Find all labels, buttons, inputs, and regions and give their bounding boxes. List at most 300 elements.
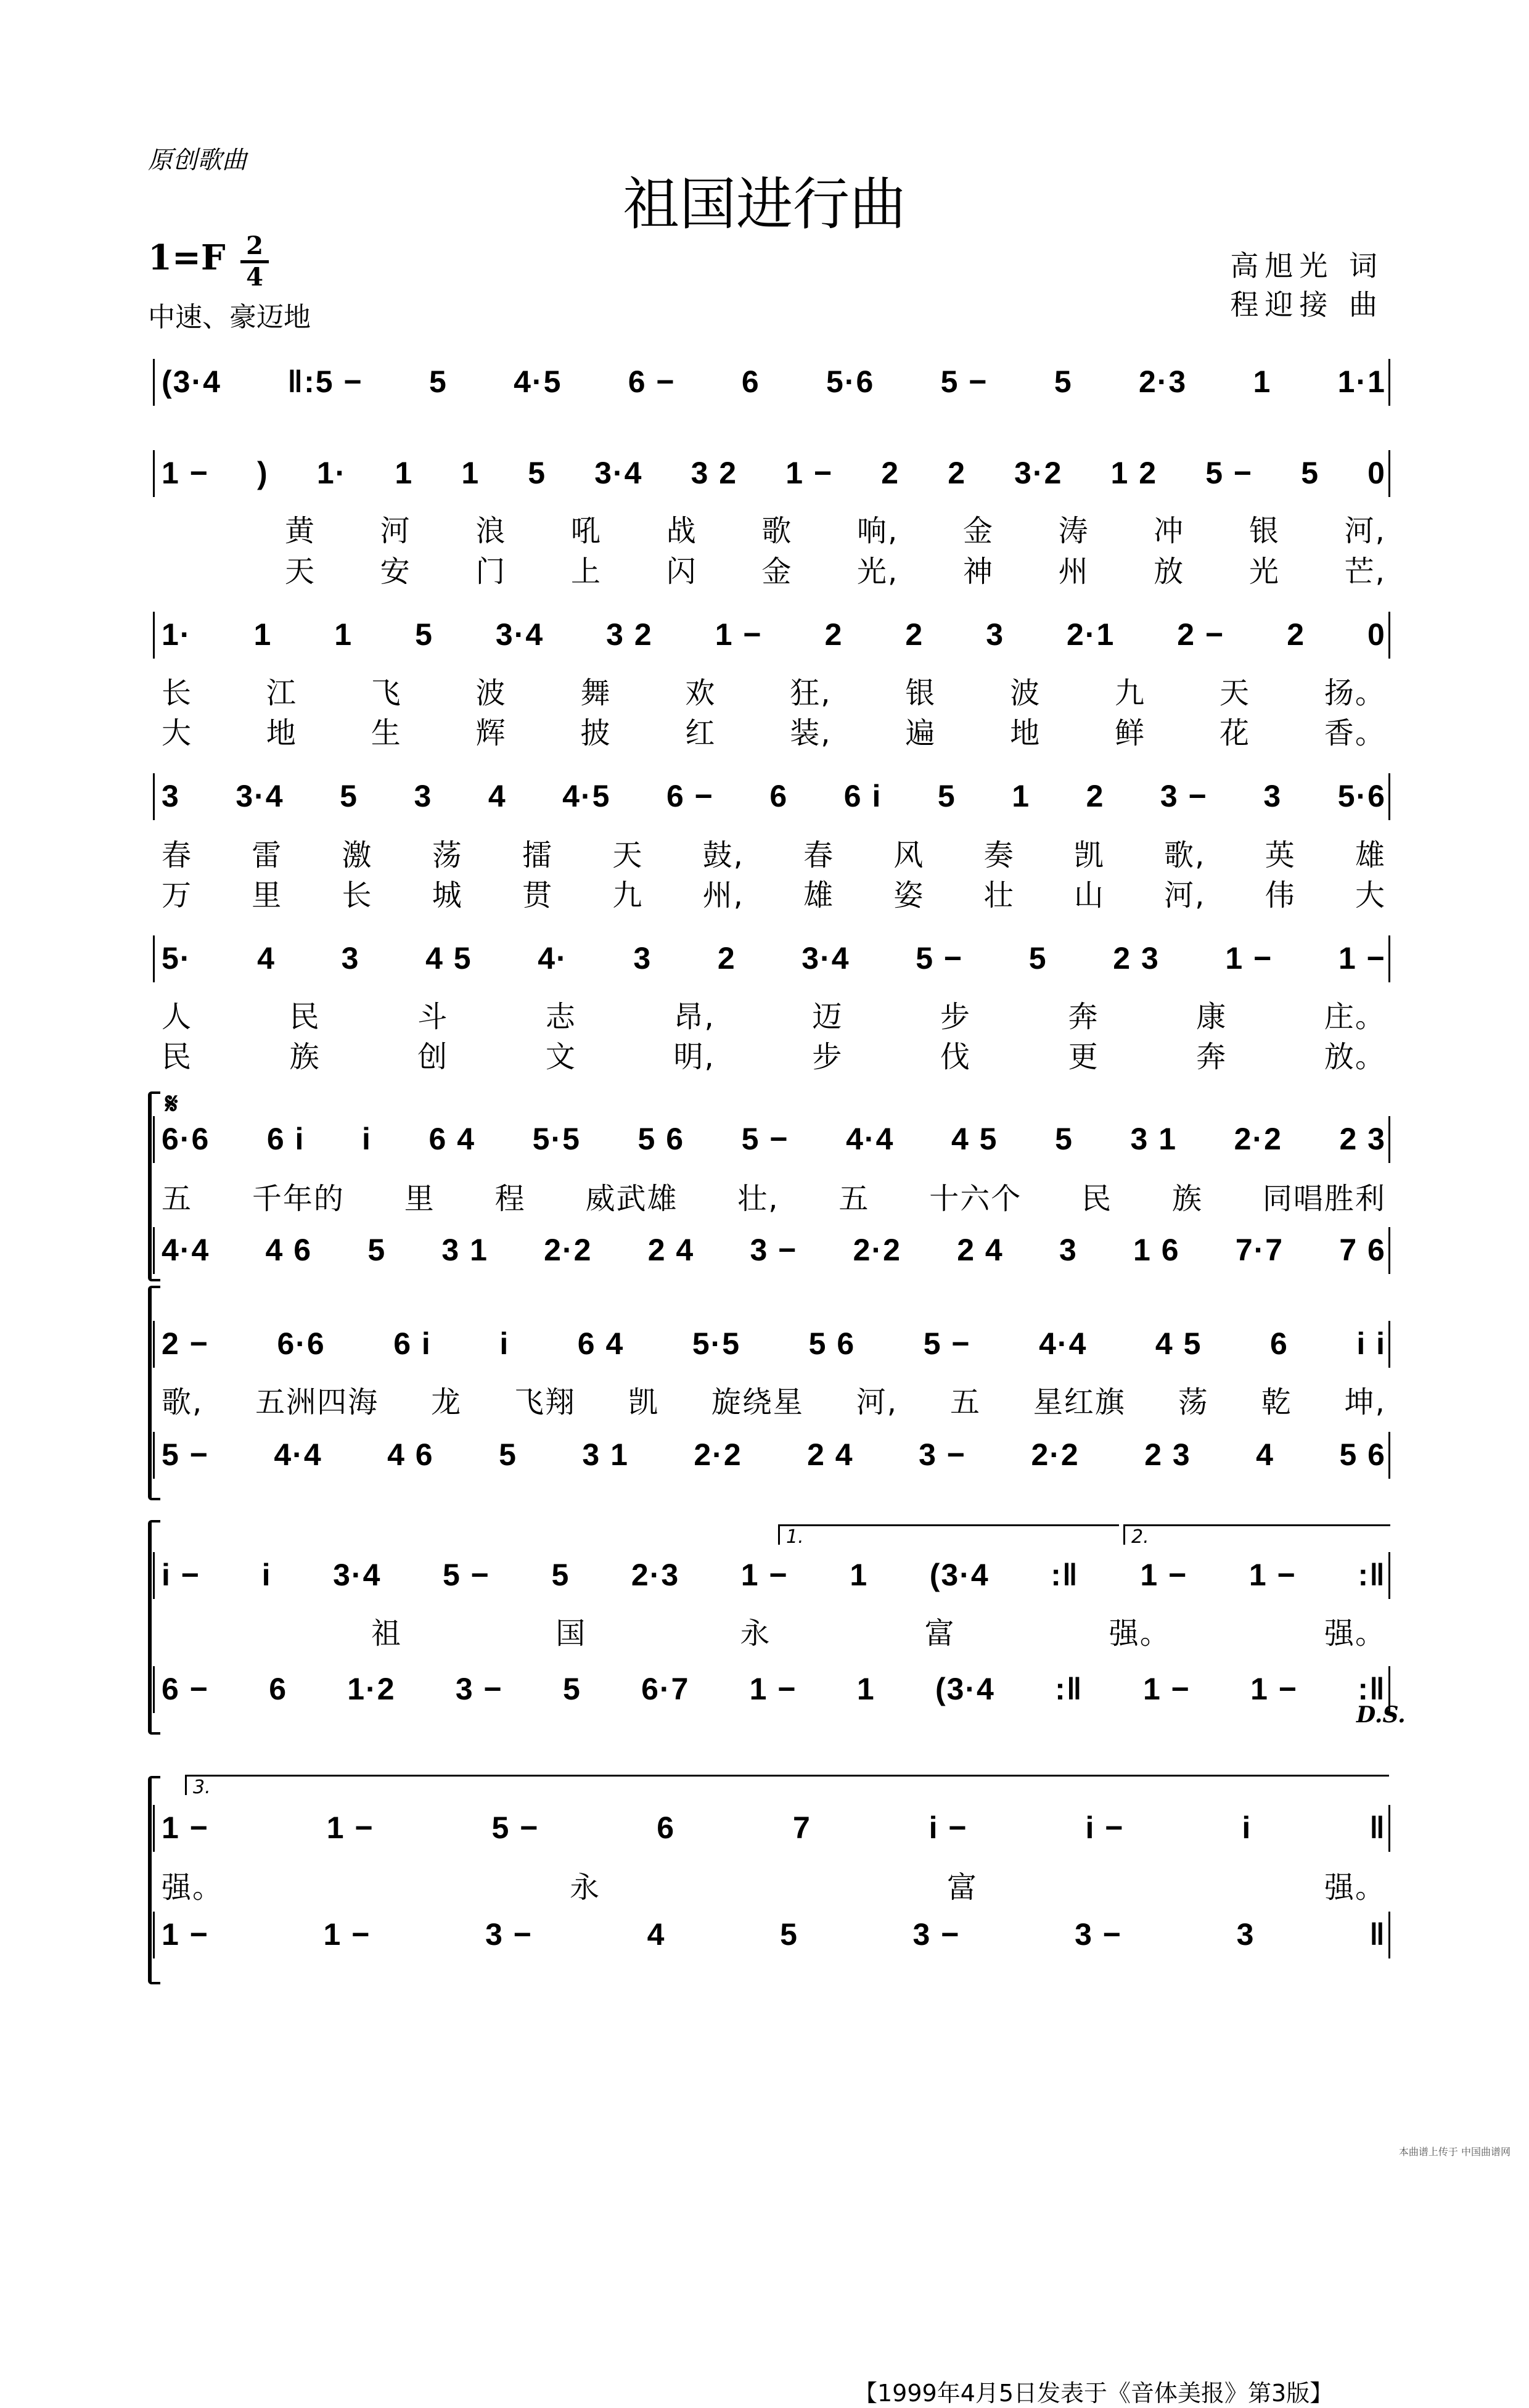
note-group: 1 − bbox=[1140, 1558, 1188, 1592]
note-group: 4·5 bbox=[514, 364, 562, 399]
note-group: 2 bbox=[948, 456, 967, 490]
lyric-syllable: 响, bbox=[857, 514, 899, 548]
note-group: 3 bbox=[1236, 1917, 1255, 1952]
note-group: 2 4 bbox=[807, 1437, 854, 1472]
note-group: 4 bbox=[1256, 1437, 1274, 1472]
note-group: 6 bbox=[657, 1810, 676, 1845]
note-group: 5 bbox=[367, 1233, 387, 1267]
lyric-syllable: 富 bbox=[924, 1616, 956, 1651]
note-group: 5 − bbox=[916, 941, 964, 976]
lyric-syllable: 歌, bbox=[162, 1385, 203, 1420]
note-group: 2 bbox=[1287, 617, 1306, 652]
note-group: 5 − bbox=[442, 1558, 490, 1592]
score-line-7-upper bbox=[162, 1326, 1386, 1362]
note-group: 1 − bbox=[715, 617, 763, 652]
note-group: 2 bbox=[824, 617, 843, 652]
lyric-syllable: 安 bbox=[380, 554, 411, 589]
note-group: 5 − bbox=[940, 364, 988, 399]
note-group: 4·4 bbox=[846, 1122, 895, 1156]
note-group: (3·4 bbox=[929, 1558, 990, 1592]
note-group: 6 4 bbox=[577, 1326, 625, 1361]
note-group: i bbox=[1242, 1810, 1252, 1845]
lyric-syllable: 乾 bbox=[1261, 1385, 1292, 1420]
lyric-syllable: 遍 bbox=[905, 716, 937, 750]
lyric-syllable: 披 bbox=[580, 716, 612, 750]
score-line-6-upper bbox=[162, 1121, 1386, 1157]
lyric-syllable: 永 bbox=[740, 1616, 771, 1651]
lyric-syllable: 五洲四海 bbox=[255, 1385, 379, 1420]
note-group: 7 bbox=[792, 1810, 811, 1845]
lyric-syllable: 江 bbox=[266, 676, 297, 710]
note-group: 1 − bbox=[162, 456, 209, 490]
note-group: 3·4 bbox=[236, 779, 284, 813]
note-group: 3 bbox=[1059, 1233, 1078, 1267]
lyric-syllable: 明, bbox=[673, 1040, 715, 1074]
lyric-syllable: 昂, bbox=[673, 1000, 715, 1034]
lyricist-credit: 高旭光 词 bbox=[1230, 249, 1383, 282]
note-group: 1 bbox=[395, 456, 414, 490]
note-group: 6·6 bbox=[277, 1326, 326, 1361]
note-group: 2 − bbox=[1177, 617, 1225, 652]
barline bbox=[1388, 1116, 1390, 1163]
note-group: ‖ bbox=[1369, 1917, 1386, 1952]
lyric-syllable: 地 bbox=[1010, 716, 1041, 750]
lyric-syllable: 狂, bbox=[790, 676, 832, 710]
note-group: 6 bbox=[741, 364, 760, 399]
lyric-syllable: 城 bbox=[432, 878, 463, 913]
note-group: 2 3 bbox=[1113, 941, 1160, 976]
lyric-line-7 bbox=[162, 1378, 1386, 1421]
volta-third-ending: 3. bbox=[185, 1775, 1389, 1795]
lyric-line-8 bbox=[371, 1609, 1386, 1652]
lyric-syllable: 五 bbox=[838, 1181, 870, 1216]
note-group: 1·2 bbox=[347, 1672, 396, 1706]
note-group: 5 bbox=[551, 1558, 570, 1592]
lyric-syllable: 天 bbox=[285, 554, 316, 589]
note-group: 4 bbox=[647, 1917, 666, 1952]
note-group: 4 6 bbox=[387, 1437, 434, 1472]
lyric-syllable: 祖 bbox=[371, 1616, 403, 1651]
note-group: 3 − bbox=[455, 1672, 503, 1706]
lyric-syllable: 雄 bbox=[1355, 838, 1386, 873]
note-group: 6 bbox=[769, 779, 789, 813]
lyric-syllable: 雄 bbox=[803, 878, 835, 913]
note-group: 3 2 bbox=[606, 617, 653, 652]
lyric-syllable: 程 bbox=[494, 1181, 526, 1216]
system-brace-3 bbox=[148, 1520, 160, 1735]
lyric-syllable: 大 bbox=[162, 716, 193, 750]
score-line-9-upper bbox=[162, 1810, 1386, 1846]
original-song-label: 原创歌曲 bbox=[148, 146, 247, 175]
meter-top: 2 bbox=[246, 231, 263, 260]
note-group: 5·6 bbox=[826, 364, 875, 399]
note-group: 3 bbox=[162, 779, 180, 813]
note-group: 4· bbox=[538, 941, 568, 976]
lyric-syllable: 扬。 bbox=[1324, 676, 1386, 710]
note-group: 3 bbox=[986, 617, 1005, 652]
note-group: 1· bbox=[316, 456, 347, 490]
note-group: 7 6 bbox=[1339, 1233, 1386, 1267]
note-group: :‖ bbox=[1358, 1672, 1386, 1706]
lyric-syllable: 河 bbox=[380, 514, 411, 548]
lyric-syllable: 涛 bbox=[1058, 514, 1089, 548]
lyric-syllable: 州, bbox=[702, 878, 744, 913]
lyric-syllable: 浪 bbox=[475, 514, 507, 548]
note-group: 2·2 bbox=[544, 1233, 592, 1267]
volta-first-ending: 1. bbox=[778, 1524, 1119, 1545]
lyric-line-5a bbox=[162, 993, 1386, 1035]
note-group: 1 bbox=[253, 617, 273, 652]
note-group: 2 3 bbox=[1339, 1122, 1386, 1156]
barline bbox=[1388, 1912, 1390, 1958]
note-group: 0 bbox=[1367, 617, 1386, 652]
note-group: 1 bbox=[850, 1558, 869, 1592]
note-group: 1 − bbox=[1248, 1558, 1297, 1592]
dal-segno-mark: D.S. bbox=[1356, 1702, 1406, 1728]
lyric-syllable: 山 bbox=[1073, 878, 1105, 913]
note-group: 5· bbox=[162, 941, 192, 976]
note-group: 1 bbox=[461, 456, 480, 490]
note-group: 1 − bbox=[1338, 941, 1386, 976]
lyric-syllable: 欢 bbox=[685, 676, 716, 710]
note-group: 5 bbox=[937, 779, 956, 813]
lyric-syllable: 庄。 bbox=[1324, 1000, 1386, 1034]
lyric-syllable: 贯 bbox=[522, 878, 554, 913]
lyric-line-9 bbox=[162, 1864, 1386, 1906]
lyric-syllable: 州 bbox=[1058, 554, 1089, 589]
note-group: 2 bbox=[1086, 779, 1105, 813]
score-line-8-lower bbox=[162, 1671, 1386, 1707]
system-brace-4 bbox=[148, 1776, 160, 1984]
publication-note: 【1999年4月5日发表于《音体美报》第3版】 bbox=[854, 2380, 1334, 2407]
score-line-6-lower bbox=[162, 1232, 1386, 1268]
time-signature bbox=[240, 233, 269, 290]
lyric-syllable: 红 bbox=[685, 716, 716, 750]
lyric-syllable: 河, bbox=[856, 1385, 898, 1420]
note-group: i i bbox=[1356, 1326, 1386, 1361]
note-group: 5 − bbox=[491, 1810, 539, 1845]
note-group: 1 2 bbox=[1110, 456, 1158, 490]
lyric-syllable: 壮, bbox=[737, 1181, 779, 1216]
note-group: 4·5 bbox=[562, 779, 611, 813]
note-group: 6 i bbox=[843, 779, 882, 813]
note-group: 4·4 bbox=[162, 1233, 210, 1267]
note-group: (3·4 bbox=[935, 1672, 995, 1706]
note-group: 2 bbox=[717, 941, 736, 976]
note-group: 3·4 bbox=[594, 456, 643, 490]
note-group: 3 − bbox=[919, 1437, 966, 1472]
lyric-syllable: 地 bbox=[266, 716, 297, 750]
note-group: 7·7 bbox=[1235, 1233, 1284, 1267]
score-line-1 bbox=[162, 364, 1386, 400]
barline bbox=[1388, 1321, 1390, 1368]
note-group: 2 − bbox=[162, 1326, 209, 1361]
score-line-7-lower bbox=[162, 1437, 1386, 1473]
lyric-syllable: 春 bbox=[803, 838, 835, 873]
note-group: 3 bbox=[1263, 779, 1282, 813]
note-group: (3·4 bbox=[162, 364, 221, 399]
lyric-syllable: 吼 bbox=[571, 514, 602, 548]
barline bbox=[153, 773, 155, 820]
note-group: 3 2 bbox=[691, 456, 738, 490]
barline bbox=[153, 935, 155, 982]
lyric-syllable: 风 bbox=[893, 838, 925, 873]
lyric-syllable: 激 bbox=[342, 838, 373, 873]
system-brace-1 bbox=[148, 1091, 160, 1281]
lyric-syllable: 鲜 bbox=[1115, 716, 1146, 750]
note-group: 2 4 bbox=[957, 1233, 1004, 1267]
lyric-syllable: 放 bbox=[1154, 554, 1185, 589]
note-group: 5 − bbox=[1205, 456, 1253, 490]
lyric-syllable: 九 bbox=[612, 878, 644, 913]
note-group: 6 i bbox=[393, 1326, 432, 1361]
score-line-9-lower bbox=[162, 1917, 1386, 1952]
lyric-syllable: 河, bbox=[1344, 514, 1386, 548]
note-group: ‖:5 − bbox=[287, 364, 363, 399]
lyric-line-6 bbox=[162, 1175, 1386, 1217]
composer-credit: 程迎接 曲 bbox=[1230, 288, 1383, 321]
score-line-4 bbox=[162, 778, 1386, 814]
note-group: 5 − bbox=[923, 1326, 971, 1361]
note-group: 5 bbox=[1028, 941, 1047, 976]
lyric-syllable: 放。 bbox=[1324, 1040, 1386, 1074]
lyric-syllable: 荡 bbox=[432, 838, 463, 873]
lyric-syllable: 河, bbox=[1164, 878, 1206, 913]
note-group: 1 − bbox=[323, 1917, 371, 1952]
lyric-syllable: 长 bbox=[162, 676, 193, 710]
lyric-syllable: 民 bbox=[162, 1040, 193, 1074]
note-group: 6 4 bbox=[428, 1122, 476, 1156]
note-group: 6 bbox=[1269, 1326, 1289, 1361]
lyric-syllable: 芒, bbox=[1344, 554, 1386, 589]
lyric-syllable: 辉 bbox=[475, 716, 507, 750]
lyric-syllable: 龙 bbox=[431, 1385, 462, 1420]
note-group: 6 − bbox=[628, 364, 676, 399]
lyric-syllable: 壮 bbox=[983, 878, 1015, 913]
lyric-syllable: 金 bbox=[761, 554, 793, 589]
barline bbox=[1388, 1432, 1390, 1479]
note-group: 6 i bbox=[266, 1122, 305, 1156]
note-group: 1 − bbox=[1225, 941, 1273, 976]
note-group: 1 bbox=[334, 617, 353, 652]
note-group: 5 bbox=[499, 1437, 517, 1472]
lyric-syllable: 冲 bbox=[1154, 514, 1185, 548]
lyric-syllable: 民 bbox=[289, 1000, 321, 1034]
lyric-syllable: 文 bbox=[545, 1040, 576, 1074]
note-group: 2·2 bbox=[1234, 1122, 1282, 1156]
note-group: 6 − bbox=[162, 1672, 209, 1706]
lyric-syllable: 春 bbox=[162, 838, 193, 873]
segno-sign: 𝄋 bbox=[165, 1087, 178, 1121]
note-group: 1· bbox=[162, 617, 192, 652]
lyric-syllable: 强。 bbox=[162, 1870, 224, 1905]
note-group: 2·2 bbox=[694, 1437, 742, 1472]
lyric-line-5b bbox=[162, 1033, 1386, 1075]
score-line-5 bbox=[162, 940, 1386, 976]
volta-second-ending: 2. bbox=[1123, 1524, 1390, 1545]
lyric-syllable: 歌 bbox=[761, 514, 793, 548]
note-group: 0 bbox=[1367, 456, 1386, 490]
note-group: 4 6 bbox=[265, 1233, 313, 1267]
lyric-syllable: 民 bbox=[1081, 1181, 1113, 1216]
barline bbox=[1388, 359, 1390, 406]
lyric-syllable: 波 bbox=[475, 676, 507, 710]
note-group: 5·5 bbox=[692, 1326, 741, 1361]
note-group: 5 bbox=[428, 364, 448, 399]
note-group: i bbox=[499, 1326, 510, 1361]
meter-bottom: 4 bbox=[246, 263, 263, 292]
lyric-syllable: 创 bbox=[417, 1040, 449, 1074]
site-credit: 本曲谱上传于 中国曲谱网 bbox=[1398, 2146, 1511, 2158]
lyric-syllable: 步 bbox=[940, 1000, 972, 1034]
note-group: 2·2 bbox=[853, 1233, 901, 1267]
note-group: 4·4 bbox=[1039, 1326, 1088, 1361]
note-group: 3 1 bbox=[582, 1437, 629, 1472]
note-group: :‖ bbox=[1358, 1558, 1386, 1592]
note-group: 2 4 bbox=[647, 1233, 695, 1267]
note-group: 2 bbox=[881, 456, 900, 490]
lyric-syllable: 上 bbox=[571, 554, 602, 589]
lyric-syllable: 康 bbox=[1196, 1000, 1228, 1034]
note-group: 2·3 bbox=[1138, 364, 1187, 399]
lyric-syllable: 奔 bbox=[1196, 1040, 1228, 1074]
lyric-syllable: 银 bbox=[905, 676, 937, 710]
score-line-8-upper bbox=[162, 1557, 1386, 1593]
lyric-syllable: 天 bbox=[1220, 676, 1251, 710]
lyric-syllable: 九 bbox=[1115, 676, 1146, 710]
lyric-syllable: 战 bbox=[666, 514, 697, 548]
note-group: i bbox=[362, 1122, 372, 1156]
note-group: 3 1 bbox=[1130, 1122, 1178, 1156]
lyric-syllable: 姿 bbox=[893, 878, 925, 913]
note-group: 3 − bbox=[912, 1917, 961, 1952]
lyric-syllable: 伐 bbox=[940, 1040, 972, 1074]
lyric-syllable: 光 bbox=[1248, 554, 1280, 589]
note-group: ) bbox=[257, 456, 269, 490]
lyric-syllable: 族 bbox=[289, 1040, 321, 1074]
note-group: 5 bbox=[1301, 456, 1320, 490]
lyric-syllable: 天 bbox=[612, 838, 644, 873]
barline bbox=[1388, 450, 1390, 497]
note-group: 4 bbox=[488, 779, 507, 813]
note-group: 2 bbox=[905, 617, 924, 652]
lyric-syllable: 伟 bbox=[1265, 878, 1296, 913]
lyric-syllable: 银 bbox=[1248, 514, 1280, 548]
note-group: 4 5 bbox=[425, 941, 472, 976]
note-group: i − bbox=[162, 1558, 200, 1592]
key-signature: 1=F bbox=[148, 237, 226, 278]
lyric-syllable: 威武雄 bbox=[585, 1181, 678, 1216]
note-group: 3 bbox=[633, 941, 652, 976]
lyric-syllable: 奏 bbox=[983, 838, 1015, 873]
barline bbox=[1388, 935, 1390, 982]
lyric-syllable: 万 bbox=[162, 878, 193, 913]
lyric-syllable: 凯 bbox=[628, 1385, 659, 1420]
lyric-syllable: 光, bbox=[857, 554, 899, 589]
lyric-syllable: 富 bbox=[946, 1870, 978, 1905]
note-group: :‖ bbox=[1051, 1558, 1079, 1592]
lyric-syllable: 荡 bbox=[1178, 1385, 1209, 1420]
barline bbox=[153, 359, 155, 406]
song-title: 祖国进行曲 bbox=[622, 171, 906, 237]
note-group: 4 5 bbox=[1155, 1326, 1202, 1361]
note-group: 5 bbox=[1054, 364, 1073, 399]
barline bbox=[1388, 1552, 1390, 1599]
note-group: 3 − bbox=[1075, 1917, 1122, 1952]
lyric-syllable: 步 bbox=[812, 1040, 843, 1074]
note-group: i − bbox=[928, 1810, 968, 1845]
score-line-3 bbox=[162, 617, 1386, 652]
lyric-syllable: 黄 bbox=[285, 514, 316, 548]
note-group: 1 − bbox=[162, 1810, 209, 1845]
note-group: 4 bbox=[257, 941, 276, 976]
note-group: 6 − bbox=[666, 779, 714, 813]
lyric-syllable: 坤, bbox=[1344, 1385, 1386, 1420]
note-group: 1·1 bbox=[1337, 364, 1386, 399]
note-group: 5 6 bbox=[637, 1122, 685, 1156]
lyric-syllable: 舞 bbox=[580, 676, 612, 710]
note-group: 2·1 bbox=[1067, 617, 1115, 652]
lyric-syllable: 强。 bbox=[1324, 1870, 1386, 1905]
lyric-syllable: 更 bbox=[1068, 1040, 1099, 1074]
barline bbox=[153, 450, 155, 497]
lyric-line-2a bbox=[285, 507, 1386, 549]
note-group: 5 − bbox=[162, 1437, 209, 1472]
lyric-line-4a bbox=[162, 831, 1386, 874]
note-group: 6·7 bbox=[641, 1672, 690, 1706]
note-group: 6·6 bbox=[162, 1122, 210, 1156]
lyric-syllable: 五 bbox=[162, 1181, 193, 1216]
note-group: 1 bbox=[856, 1672, 875, 1706]
note-group: 3 − bbox=[750, 1233, 798, 1267]
lyric-syllable: 装, bbox=[790, 716, 832, 750]
lyric-syllable: 星红旗 bbox=[1033, 1385, 1126, 1420]
note-group: 3 bbox=[414, 779, 433, 813]
lyric-syllable: 飞翔 bbox=[514, 1385, 576, 1420]
note-group: 2 3 bbox=[1144, 1437, 1191, 1472]
tempo-marking: 中速、豪迈地 bbox=[148, 302, 311, 333]
lyric-syllable: 奔 bbox=[1068, 1000, 1099, 1034]
lyric-syllable: 波 bbox=[1010, 676, 1041, 710]
note-group: 1 bbox=[1012, 779, 1031, 813]
lyric-syllable: 长 bbox=[342, 878, 373, 913]
lyric-line-2b bbox=[285, 548, 1386, 590]
lyric-syllable: 志 bbox=[545, 1000, 576, 1034]
note-group: 1 − bbox=[740, 1558, 789, 1592]
lyric-syllable: 同唱胜利 bbox=[1262, 1181, 1386, 1216]
note-group: 5 bbox=[528, 456, 547, 490]
note-group: 1 − bbox=[1250, 1672, 1298, 1706]
note-group: i − bbox=[1085, 1810, 1125, 1845]
lyric-syllable: 香。 bbox=[1324, 716, 1386, 750]
lyric-syllable: 大 bbox=[1355, 878, 1386, 913]
lyric-syllable: 族 bbox=[1171, 1181, 1203, 1216]
note-group: 5 6 bbox=[808, 1326, 856, 1361]
system-brace-2 bbox=[148, 1286, 160, 1500]
lyric-syllable: 鼓, bbox=[702, 838, 744, 873]
lyric-syllable: 五 bbox=[949, 1385, 981, 1420]
lyric-line-3b bbox=[162, 709, 1386, 752]
lyric-syllable: 里 bbox=[404, 1181, 435, 1216]
lyric-syllable: 千年的 bbox=[252, 1181, 345, 1216]
lyric-line-4b bbox=[162, 871, 1386, 914]
note-group: 3 1 bbox=[441, 1233, 488, 1267]
lyric-syllable: 旋绕星 bbox=[711, 1385, 804, 1420]
lyric-syllable: 永 bbox=[569, 1870, 601, 1905]
note-group: 1 bbox=[1253, 364, 1272, 399]
note-group: 5 bbox=[563, 1672, 581, 1706]
lyric-syllable: 强。 bbox=[1324, 1616, 1386, 1651]
